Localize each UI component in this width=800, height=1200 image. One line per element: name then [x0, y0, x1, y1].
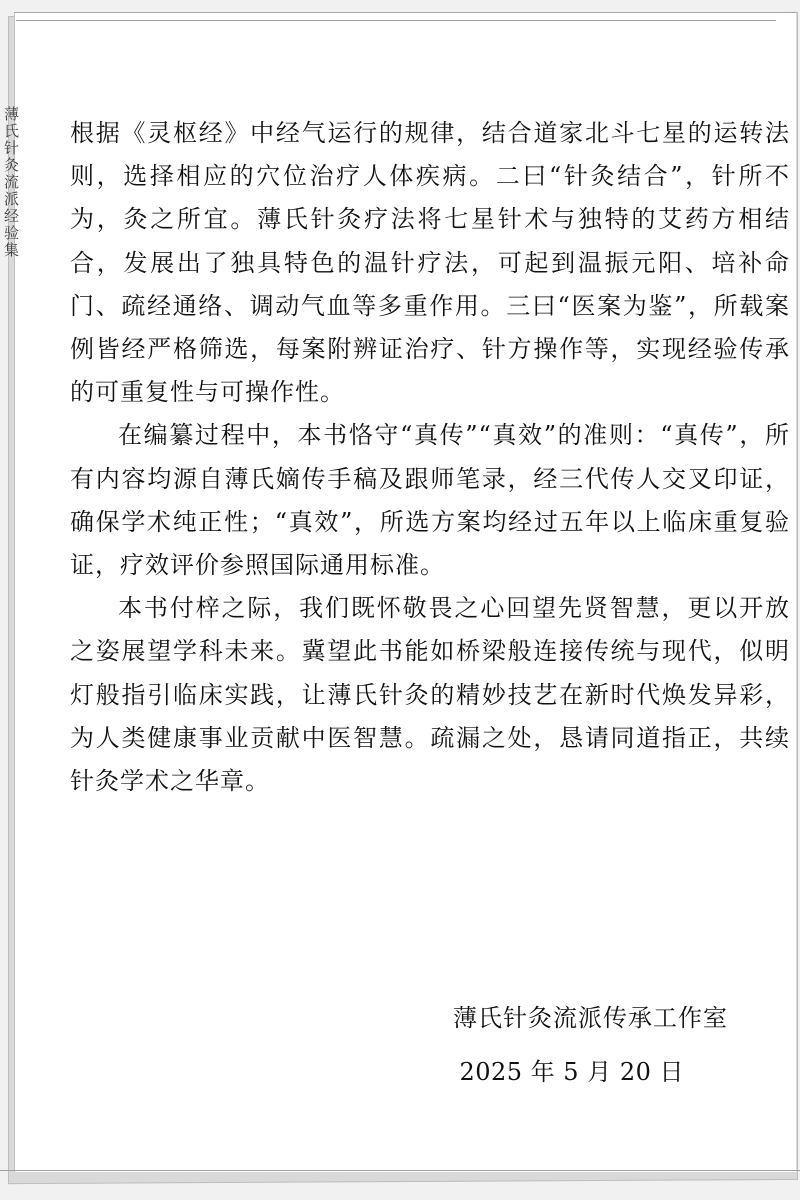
document-body: [70, 112, 790, 803]
paragraph-3: 本书付梓之际，我们既怀敬畏之心回望先贤智慧，更以开放之姿展望学科未来。冀望此书能如桥梁般连接传统与现代，似明灯般指引临床实践，让薄氏针灸的精妙技艺在新时代焕发异彩，为人类健康事业贡献中医智慧。疏漏之处，恳请同道指正，共续针灸学术之华章。: [70, 594, 790, 796]
side-title: 薄氏针灸流派经验集: [2, 106, 20, 259]
signature: 薄氏针灸流派传承工作室: [453, 1004, 728, 1032]
top-page-edge: [16, 20, 776, 21]
bottom-page-edge: [0, 1170, 800, 1171]
date: 2025 年 5 月 20 日: [459, 1058, 684, 1086]
paragraph-1: 根据《灵枢经》中经气运行的规律，结合道家北斗七星的运转法则，选择相应的穴位治疗人体疾病。二曰“针灸结合”，针所不为，灸之所宜。薄氏针灸疗法将七星针术与独特的艾药方相结合，发展出了独具特色的温针疗法，可起到温振元阳、培补命门、疏经通络、调动气血等多重作用。三曰“医案为鉴”，所载案例皆经严格筛选，每案附辨证治疗、针方操作等，实现经验传承的可重复性与可操作性。: [70, 119, 790, 407]
paragraph-2: 在编纂过程中，本书恪守“真传”“真效”的准则：“真传”，所有内容均源自薄氏嫡传手稿及跟师笔录，经三代传人交叉印证，确保学术纯正性；“真效”，所选方案均经过五年以上临床重复验证，疗效评价参照国际通用标准。: [70, 421, 790, 580]
